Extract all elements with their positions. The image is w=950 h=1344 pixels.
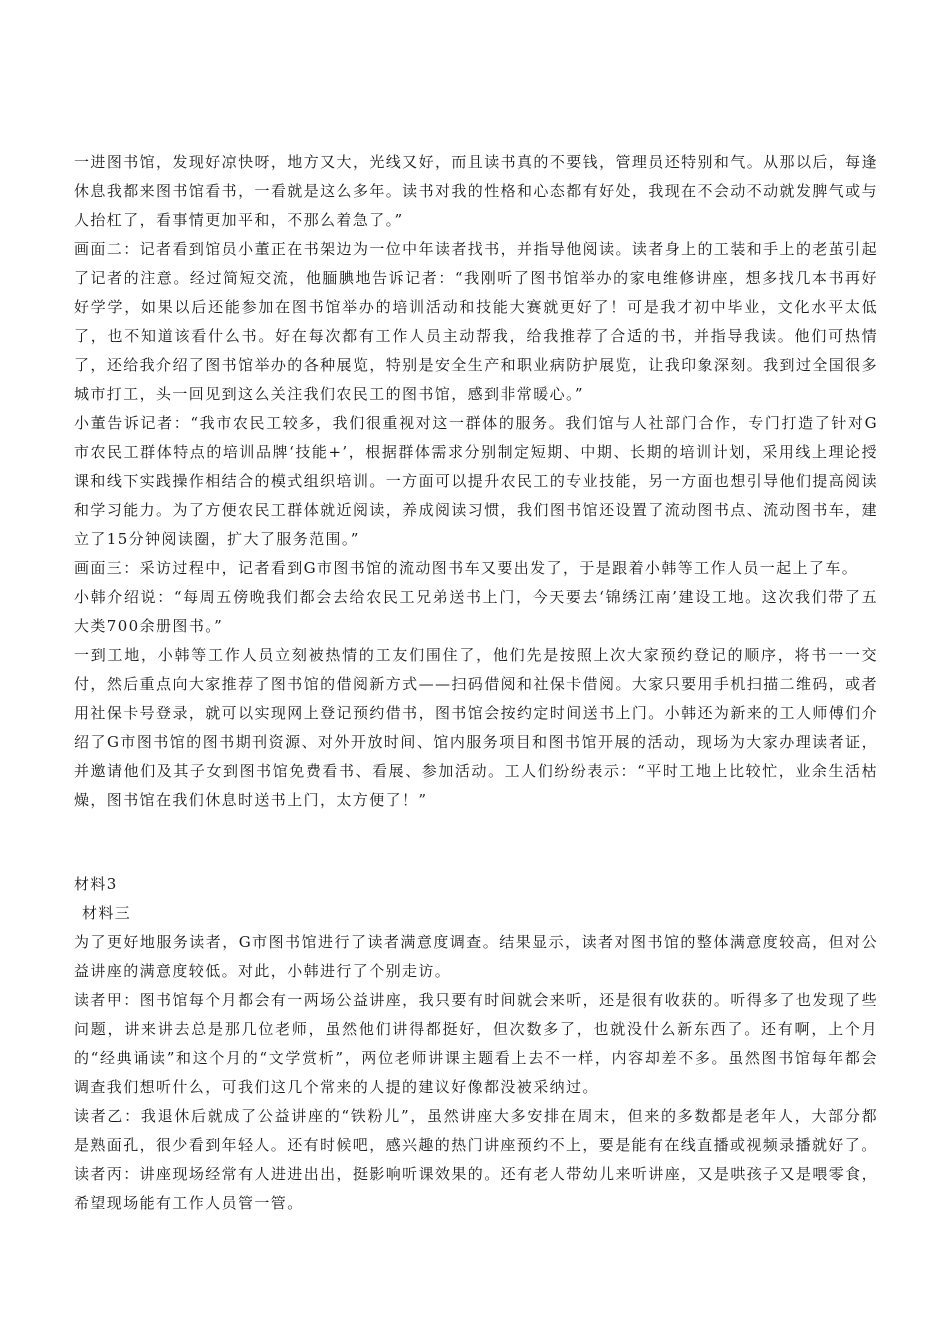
paragraph-scene-three: 画面三：采访过程中，记者看到G市图书馆的流动图书车又要出发了，于是跟着小韩等工作人员一起上了车。 bbox=[74, 559, 859, 577]
section-material-2-continued bbox=[74, 148, 878, 815]
paragraph-xiaodong-statement: 小董告诉记者：“我市农民工较多，我们很重视对这一群体的服务。我们馆与人社部门合作，专门打造了针对G市农民工群体特点的培训品牌‘技能+’，根据群体需求分别制定短期、中期、长期的培训计划，采用线上理论授课和线下实践操作相结合的模式组织培训。一方面可以提升农民工的专业技能，另一方面也想引导他们提高阅读和学习能力。为了方便农民工群体就近阅读，养成阅读习惯，我们图书馆还设置了流动图书点、流动图书车，建立了15分钟阅读圈，扩大了服务范围。” bbox=[74, 414, 878, 548]
paragraph-reader-b: 读者乙：我退休后就成了公益讲座的“铁粉儿”，虽然讲座大多安排在周末，但来的多数都是老年人，大部分都是熟面孔，很少看到年轻人。还有时候吧，感兴趣的热门讲座预约不上，要是能有在线直播或视频录播就好了。 bbox=[74, 1107, 878, 1154]
material-3-title: 材料三 bbox=[82, 904, 132, 922]
paragraph-reader-a: 读者甲：图书馆每个月都会有一两场公益讲座，我只要有时间就会来听，还是很有收获的。听得多了也发现了些问题，讲来讲去总是那几位老师，虽然他们讲得都挺好，但次数多了，也就没什么新东西了。还有啊，上个月的“经典诵读”和这个月的“文学赏析”，两位老师讲课主题看上去不一样，内容却差不多。虽然图书馆每年都会调查我们想听什么，可我们这几个常来的人提的建议好像都没被采纳过。 bbox=[74, 991, 878, 1096]
paragraph-scene-two: 画面二：记者看到馆员小董正在书架边为一位中年读者找书，并指导他阅读。读者身上的工装和手上的老茧引起了记者的注意。经过简短交流，他腼腆地告诉记者：“我刚听了图书馆举办的家电维修讲座，想多找几本书再好好学学，如果以后还能参加在图书馆举办的培训活动和技能大赛就更好了！可是我才初中毕业，文化水平太低了，也不知道该看什么书。好在每次都有工作人员主动帮我，给我推荐了合适的书，并指导我读。他们可热情了，还给我介绍了图书馆举办的各种展览，特别是安全生产和职业病防护展览，让我印象深刻。我到过全国很多城市打工，头一回见到这么关注我们农民工的图书馆，感到非常暖心。” bbox=[74, 240, 878, 403]
material-3-label: 材料3 bbox=[74, 875, 118, 893]
paragraph-xiaohan-intro: 小韩介绍说：“每周五傍晚我们都会去给农民工兄弟送书上门，今天要去‘锦绣江南’建设工地。这次我们带了五大类700余册图书。” bbox=[74, 588, 878, 635]
paragraph-survey-result: 为了更好地服务读者，G市图书馆进行了读者满意度调查。结果显示，读者对图书馆的整体满意度较高，但对公益讲座的满意度较低。对此，小韩进行了个别走访。 bbox=[74, 933, 878, 980]
paragraph-reader-quote-end: 一进图书馆，发现好凉快呀，地方又大，光线又好，而且读书真的不要钱，管理员还特别和气。从那以后，每逢休息我都来图书馆看书，一看就是这么多年。读书对我的性格和心态都有好处，我现在不会动不动就发脾气或与人抬杠了，看事情更加平和，不那么着急了。” bbox=[74, 153, 878, 229]
section-material-3 bbox=[74, 870, 878, 1218]
paragraph-construction-site: 一到工地，小韩等工作人员立刻被热情的工友们围住了，他们先是按照上次大家预约登记的顺序，将书一一交付，然后重点向大家推荐了图书馆的借阅新方式——扫码借阅和社保卡借阅。大家只要用手机扫描二维码，或者用社保卡号登录，就可以实现网上登记预约借书，图书馆会按约定时间送书上门。小韩还为新来的工人师傅们介绍了G市图书馆的图书期刊资源、对外开放时间、馆内服务项目和图书馆开展的活动，现场为大家办理读者证，并邀请他们及其子女到图书馆免费看书、看展、参加活动。工人们纷纷表示：“平时工地上比较忙，业余生活枯燥，图书馆在我们休息时送书上门，太方便了！” bbox=[74, 646, 878, 809]
paragraph-reader-c: 读者丙：讲座现场经常有人进进出出，挺影响听课效果的。还有老人带幼儿来听讲座，又是哄孩子又是喂零食，希望现场能有工作人员管一管。 bbox=[74, 1165, 878, 1212]
